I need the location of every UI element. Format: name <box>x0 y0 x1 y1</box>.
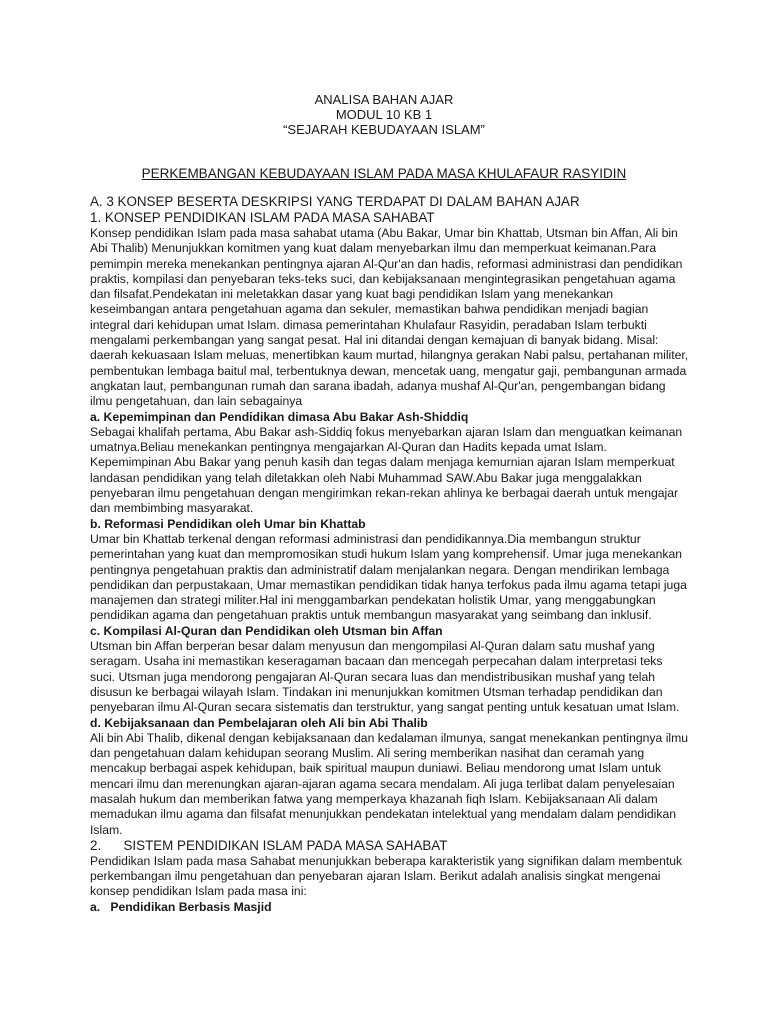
item-a-title: a. Kepemimpinan dan Pendidikan dimasa Abu Bakar Ash-Shiddiq <box>90 409 469 424</box>
section-2-heading: 2. SISTEM PENDIDIKAN ISLAM PADA MASA SAHABAT <box>90 837 448 853</box>
item-c-text: Utsman bin Affan berperan besar dalam menyusun dan mengompilasi Al-Quran dalam satu mushaf yang seragam. Usaha ini memastikan keseragaman bacaan dan mencegah perpecahan dalam interpretasi teks suci. Utsman juga mendorong pengajaran Al-Quran secara luas dan mendistribusikan mushaf yang telah disusun ke berbagai wilayah Islam. Tindakan ini menunjukkan komitmen Utsman terhadap pendidikan dan penyebaran ilmu Al-Quran secara sistematis dan terstruktur, yang sangat penting untuk kesatuan umat Islam. <box>90 639 680 715</box>
document-title-block <box>0 92 768 137</box>
section-1-heading: 1. KONSEP PENDIDIKAN ISLAM PADA MASA SAHABAT <box>90 210 435 225</box>
section-2-text: Pendidikan Islam pada masa Sahabat menunjukkan beberapa karakteristik yang signifikan dalam membentuk perkembangan ilmu pengetahuan dan penyebaran ajaran Islam. Berikut adalah analisis singkat mengenai konsep pendidikan Islam pada masa ini: <box>90 853 683 899</box>
title-line-1: ANALISA BAHAN AJAR <box>314 92 454 107</box>
section-a-heading: A. 3 KONSEP BESERTA DESKRIPSI YANG TERDAPAT DI DALAM BAHAN AJAR <box>90 194 580 209</box>
document-body <box>90 194 690 915</box>
title-line-3: “SEJARAH KEBUDAYAAN ISLAM” <box>283 122 485 137</box>
item-d-title: d. Kebijaksanaan dan Pembelajaran oleh Ali bin Abi Thalib <box>90 715 428 730</box>
item-b-title: b. Reformasi Pendidikan oleh Umar bin Khattab <box>90 516 366 531</box>
section-2-item-a-title: a. Pendidikan Berbasis Masjid <box>90 899 272 914</box>
item-c-title: c. Kompilasi Al-Quran dan Pendidikan oleh Utsman bin Affan <box>90 623 443 638</box>
section-1-intro: Konsep pendidikan Islam pada masa sahabat utama (Abu Bakar, Umar bin Khattab, Utsman bin Affan, Ali bin Abi Thalib) Menunjukkan komitmen yang kuat dalam menyebarkan ilmu dan memperkuat keimanan.Para pemimpin mereka menekankan pentingnya ajaran Al-Qur'an dan hadis, reformasi administrasi dan pendidikan praktis, kompilasi dan penyebaran teks-teks suci, dan kebijaksanaan mengintegrasikan pengetahuan agama dan filsafat.Pendekatan ini meletakkan dasar yang kuat bagi pendidikan Islam yang menekankan keseimbangan antara pengetahuan agama dan sekuler, memastikan bahwa pendidikan menjadi bagian integral dari kehidupan umat Islam. dimasa pemerintahan Khulafaur Rasyidin, peradaban Islam terbukti mengalami perkembangan yang sangat pesat. Hal ini ditandai dengan kemajuan di banyak bidang. Misal: daerah kekuasaan Islam meluas, menertibkan kaum murtad, hilangnya gerakan Nabi palsu, pertahanan militer, pembentukan lembaga baitul mal, terbentuknya dewan, mencetak uang, mengatur gaji, pembangunan armada angkatan laut, pembangunan rumah dan sarana ibadah, adanya mushaf Al-Qur'an, pengembangan bidang ilmu pengetahuan, dan lain sebagainya <box>90 226 689 409</box>
title-line-2: MODUL 10 KB 1 <box>335 107 433 122</box>
item-a-text: Sebagai khalifah pertama, Abu Bakar ash-Siddiq fokus menyebarkan ajaran Islam dan menguatkan keimanan umatnya.Beliau menekankan pentingnya mengajarkan Al-Quran dan Hadits kepada umat Islam. Kepemimpinan Abu Bakar yang penuh kasih dan tegas dalam menjaga kemurnian ajaran Islam memperkuat landasan pendidikan yang telah diletakkan oleh Nabi Muhammad SAW.Abu Bakar juga menggalakkan penyebaran ilmu pengetahuan dengan mengirimkan rekan-rekan ahlinya ke berbagai daerah untuk mengajar dan membimbing masyarakat. <box>90 424 683 516</box>
item-b-text: Umar bin Khattab terkenal dengan reformasi administrasi dan pendidikannya.Dia membangun struktur pemerintahan yang kuat dan mempromosikan studi hukum Islam yang komprehensif. Umar juga menekankan pentingnya pengetahuan praktis dan administratif dalam menjalankan negara. Dengan mendirikan lembaga pendidikan dan perpustakaan, Umar memastikan pendidikan tidak hanya terfokus pada ilmu agama tetapi juga manajemen dan strategi militer.Hal ini menggambarkan pendekatan holistik Umar, yang menggabungkan pendidikan agama dan pengetahuan praktis untuk membangun masyarakat yang seimbang dan inklusif. <box>90 531 687 623</box>
document-subtitle: PERKEMBANGAN KEBUDAYAAN ISLAM PADA MASA KHULAFAUR RASYIDIN <box>141 166 627 181</box>
item-d-text: Ali bin Abi Thalib, dikenal dengan kebijaksanaan dan kedalaman ilmunya, sangat menekankan pentingnya ilmu dan pengetahuan dalam kehidupan seorang Muslim. Ali sering memberikan nasihat dan ceramah yang mencakup berbagai aspek kehidupan, baik spiritual maupun duniawi. Beliau mendorong umat Islam untuk mencari ilmu dan merenungkan ajaran-ajaran agama secara mendalam. Ali juga terlibat dalam penyelesaian masalah hukum dan memberikan fatwa yang memperkaya khazanah fiqh Islam. Kebijaksanaan Ali dalam memadukan ilmu agama dan filsafat menunjukkan pendekatan intelektual yang mendalam dalam pendidikan Islam. <box>90 730 689 837</box>
